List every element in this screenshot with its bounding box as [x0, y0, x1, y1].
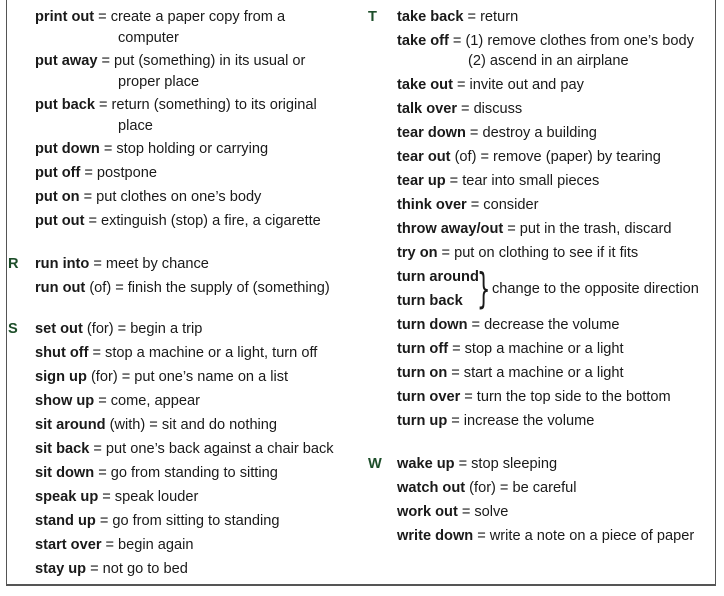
entry-term: talk over — [397, 101, 458, 117]
entry-suffix: (for) — [465, 480, 496, 496]
entry-term: watch out — [397, 480, 466, 496]
entry-definition: speak louder — [114, 489, 199, 505]
equals-sign: = — [103, 141, 113, 157]
entry-definition: go from standing to sitting — [110, 465, 278, 481]
entry-term: wake up — [397, 456, 455, 472]
equals-sign: = — [449, 173, 459, 189]
entry-term: throw away/out — [397, 221, 504, 237]
entry-term: write down — [397, 528, 474, 544]
equals-sign: = — [83, 189, 93, 205]
entry-put-off — [35, 163, 157, 184]
entry-definition: meet by chance — [105, 256, 209, 272]
entry-watch-out — [397, 478, 577, 499]
equals-sign: = — [92, 345, 102, 361]
entry-definition: decrease the volume — [484, 317, 620, 333]
entry-definition: consider — [483, 197, 539, 213]
entry-take-off — [397, 31, 694, 52]
entry-term: tear down — [397, 125, 466, 141]
entry-tear-out — [397, 147, 661, 168]
equals-sign: = — [471, 317, 481, 333]
entry-term: think over — [397, 197, 467, 213]
entry-definition: return (something) to its original — [111, 97, 317, 113]
entry-tear-down — [397, 123, 597, 144]
entry-definition: remove (paper) by tearing — [493, 149, 661, 165]
entry-definition-continued: place — [118, 118, 153, 134]
entry-definition: begin a trip — [130, 321, 203, 337]
equals-sign: = — [451, 365, 460, 381]
entry-term: stay up — [35, 561, 87, 577]
entry-print-out — [35, 7, 285, 28]
entry-start-over — [35, 535, 194, 556]
entry-definition-continued: proper place — [118, 74, 200, 90]
entry-term: speak up — [35, 489, 99, 505]
entry-run-into — [35, 254, 209, 275]
equals-sign: = — [470, 197, 480, 213]
equals-sign: = — [464, 389, 473, 405]
section-letter-t: T — [368, 9, 377, 25]
entry-suffix: (for) — [86, 369, 118, 385]
entry-term: show up — [35, 393, 95, 409]
equals-sign: = — [105, 537, 115, 553]
entry-take-out — [397, 75, 584, 96]
equals-sign: = — [452, 341, 461, 357]
equals-sign: = — [90, 561, 99, 577]
entry-stand-up — [35, 511, 279, 532]
entry-definition: invite out and pay — [469, 77, 584, 93]
entry-definition: return — [480, 9, 519, 25]
entry-definition: destroy a building — [482, 125, 597, 141]
entry-definition: solve — [474, 504, 509, 520]
entry-definition: change to the opposite direction — [492, 281, 699, 297]
entry-definition: discuss — [473, 101, 523, 117]
entry-definition: not go to bed — [102, 561, 188, 577]
entry-term: take out — [397, 77, 453, 93]
entry-turn-down — [397, 315, 620, 336]
entry-term: turn up — [397, 413, 448, 429]
equals-sign: = — [499, 480, 509, 496]
entry-term: start over — [35, 537, 102, 553]
equals-sign: = — [451, 413, 460, 429]
entry-definition: turn the top side to the bottom — [476, 389, 671, 405]
section-letter-s: S — [8, 321, 18, 337]
entry-term: turn down — [397, 317, 468, 333]
entry-definition: increase the volume — [463, 413, 595, 429]
equals-sign: = — [84, 165, 93, 181]
entry-stay-up — [35, 559, 188, 580]
entry-wake-up — [397, 454, 557, 475]
entry-term: put away — [35, 53, 98, 69]
entry-term: sign up — [35, 369, 87, 385]
equals-sign: = — [458, 456, 468, 472]
entry-definition: stop a machine or a light, turn off — [105, 345, 318, 361]
equals-sign: = — [117, 321, 127, 337]
entry-put-out — [35, 211, 321, 232]
equals-sign: = — [467, 9, 477, 25]
entry-term-turn-back: turn back — [397, 293, 463, 309]
equals-sign: = — [121, 369, 131, 385]
entry-suffix: (for) — [82, 321, 114, 337]
equals-sign: = — [477, 528, 486, 544]
entry-term: turn on — [397, 365, 448, 381]
entry-throw-away-out — [397, 219, 671, 240]
entry-try-on — [397, 243, 638, 264]
equals-sign: = — [98, 465, 107, 481]
entry-term: put out — [35, 213, 85, 229]
entry-definition: come, appear — [110, 393, 200, 409]
curly-brace-icon: } — [477, 264, 491, 313]
entry-put-down — [35, 139, 268, 160]
entry-definition: (1) remove clothes from one’s body — [465, 33, 694, 49]
entry-term: take back — [397, 9, 464, 25]
entry-term: try on — [397, 245, 438, 261]
entry-suffix: (with) — [105, 417, 146, 433]
entry-term: tear out — [397, 149, 451, 165]
entry-term: stand up — [35, 513, 96, 529]
entry-definition: be careful — [512, 480, 577, 496]
entry-term-turn-around: turn around — [397, 269, 479, 285]
entry-term: run out — [35, 280, 86, 296]
entry-term: sit around — [35, 417, 106, 433]
entry-definition: stop sleeping — [471, 456, 558, 472]
entry-definition: extinguish (stop) a fire, a cigarette — [100, 213, 321, 229]
entry-definition: put on clothing to see if it fits — [454, 245, 639, 261]
entry-definition: put (something) in its usual or — [113, 53, 306, 69]
entry-talk-over — [397, 99, 522, 120]
entry-definition-continued: (2) ascend in an airplane — [468, 53, 629, 69]
entry-definition: begin again — [118, 537, 194, 553]
equals-sign: = — [99, 97, 108, 113]
entry-term: work out — [397, 504, 458, 520]
entry-term: put back — [35, 97, 96, 113]
equals-sign: = — [441, 245, 451, 261]
entry-term: tear up — [397, 173, 446, 189]
entry-show-up — [35, 391, 200, 412]
entry-shut-off — [35, 343, 317, 364]
entry-definition: put clothes on one’s body — [96, 189, 262, 205]
entry-put-away — [35, 51, 305, 72]
equals-sign: = — [93, 441, 102, 457]
entry-term: set out — [35, 321, 83, 337]
entry-definition: put in the trash, discard — [519, 221, 672, 237]
entry-definition: write a note on a piece of paper — [489, 528, 695, 544]
equals-sign: = — [461, 101, 470, 117]
entry-put-back — [35, 95, 317, 116]
entry-sit-back — [35, 439, 334, 460]
entry-definition: stop holding or carrying — [116, 141, 269, 157]
section-letter-r: R — [8, 256, 19, 272]
entry-definition-continued: computer — [118, 30, 179, 46]
entry-term: print out — [35, 9, 95, 25]
entry-definition: finish the supply of (something) — [127, 280, 330, 296]
entry-term: take off — [397, 33, 449, 49]
entry-put-on — [35, 187, 261, 208]
entry-definition: tear into small pieces — [462, 173, 600, 189]
entry-term: turn off — [397, 341, 449, 357]
equals-sign: = — [115, 280, 124, 296]
entry-term: sit down — [35, 465, 95, 481]
equals-sign: = — [98, 9, 107, 25]
equals-sign: = — [456, 77, 466, 93]
entry-term: put down — [35, 141, 100, 157]
section-letter-w: W — [368, 456, 382, 472]
equals-sign: = — [461, 504, 471, 520]
entry-write-down — [397, 526, 694, 547]
entry-sign-up — [35, 367, 288, 388]
entry-definition: start a machine or a light — [463, 365, 624, 381]
equals-sign: = — [88, 213, 97, 229]
entry-definition: create a paper copy from a — [110, 9, 286, 25]
equals-sign: = — [101, 53, 110, 69]
entry-speak-up — [35, 487, 198, 508]
entry-term: shut off — [35, 345, 89, 361]
entry-term: put off — [35, 165, 81, 181]
entry-turn-over — [397, 387, 671, 408]
equals-sign: = — [102, 489, 111, 505]
entry-sit-down — [35, 463, 278, 484]
equals-sign: = — [149, 417, 158, 433]
entry-term: put on — [35, 189, 80, 205]
entry-definition: sit and do nothing — [161, 417, 278, 433]
entry-run-out — [35, 278, 330, 299]
equals-sign: = — [99, 513, 109, 529]
entry-turn-on — [397, 363, 624, 384]
entry-set-out — [35, 319, 202, 340]
entry-definition: put one’s name on a list — [134, 369, 289, 385]
equals-sign: = — [507, 221, 516, 237]
entry-turn-off — [397, 339, 624, 360]
entry-suffix: (of) — [450, 149, 477, 165]
entry-work-out — [397, 502, 508, 523]
equals-sign: = — [480, 149, 489, 165]
entry-term: turn over — [397, 389, 461, 405]
entry-term: sit back — [35, 441, 90, 457]
entry-definition: stop a machine or a light — [464, 341, 624, 357]
entry-tear-up — [397, 171, 599, 192]
equals-sign: = — [469, 125, 479, 141]
equals-sign: = — [93, 256, 102, 272]
entry-term: run into — [35, 256, 90, 272]
entry-turn-up — [397, 411, 594, 432]
entry-think-over — [397, 195, 538, 216]
entry-definition: postpone — [96, 165, 157, 181]
entry-take-back — [397, 7, 518, 28]
entry-definition: go from sitting to standing — [112, 513, 280, 529]
entry-suffix: (of) — [85, 280, 112, 296]
entry-sit-around — [35, 415, 277, 436]
entry-definition: put one’s back against a chair back — [105, 441, 334, 457]
equals-sign: = — [452, 33, 462, 49]
equals-sign: = — [98, 393, 107, 409]
